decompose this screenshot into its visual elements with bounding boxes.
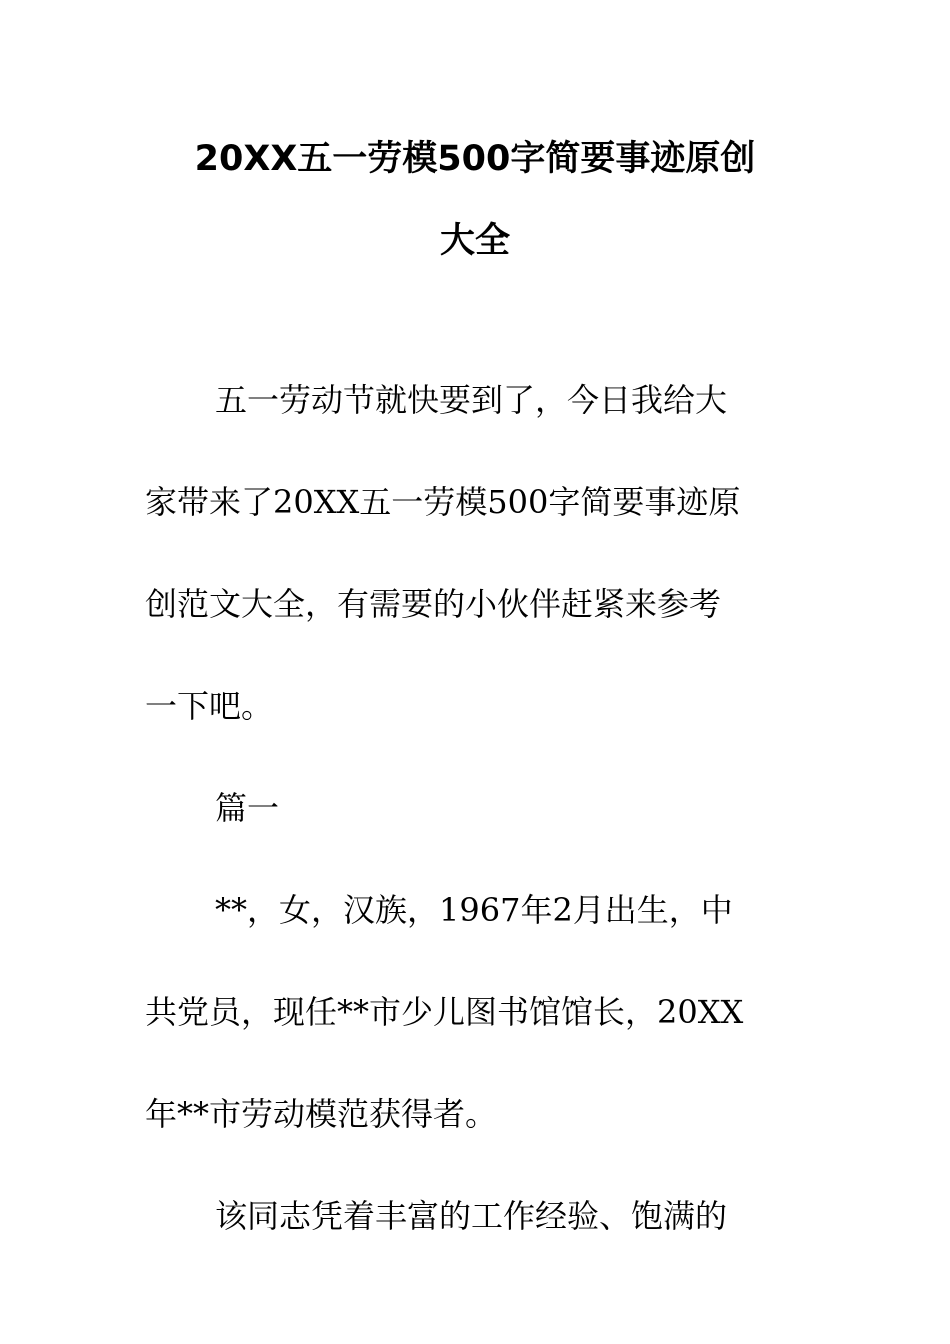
section-heading xyxy=(145,757,785,859)
paragraph-profile xyxy=(145,859,785,1165)
paragraph-line: **，女，汉族，1967年2月出生，中 xyxy=(215,891,733,929)
document-body xyxy=(145,349,785,1267)
section-heading-text: 篇一 xyxy=(215,789,280,827)
paragraph-line: 创范文大全，有需要的小伙伴赶紧来参考 xyxy=(145,585,722,623)
paragraph-line: 一下吧。 xyxy=(145,687,274,725)
paragraph-line: 共党员，现任**市少儿图书馆馆长，20XX xyxy=(145,993,744,1031)
paragraph-line: 该同志凭着丰富的工作经验、饱满的 xyxy=(215,1197,728,1235)
document-title xyxy=(145,118,805,282)
paragraph-detail xyxy=(145,1165,785,1267)
title-line-1: 20XX五一劳模500字简要事迹原创 xyxy=(194,139,756,179)
paragraph-line: 年**市劳动模范获得者。 xyxy=(145,1095,498,1133)
paragraph-intro xyxy=(145,349,785,757)
paragraph-line: 家带来了20XX五一劳模500字简要事迹原 xyxy=(145,483,741,521)
title-line-2: 大全 xyxy=(439,221,510,261)
paragraph-line: 五一劳动节就快要到了，今日我给大 xyxy=(215,381,728,419)
